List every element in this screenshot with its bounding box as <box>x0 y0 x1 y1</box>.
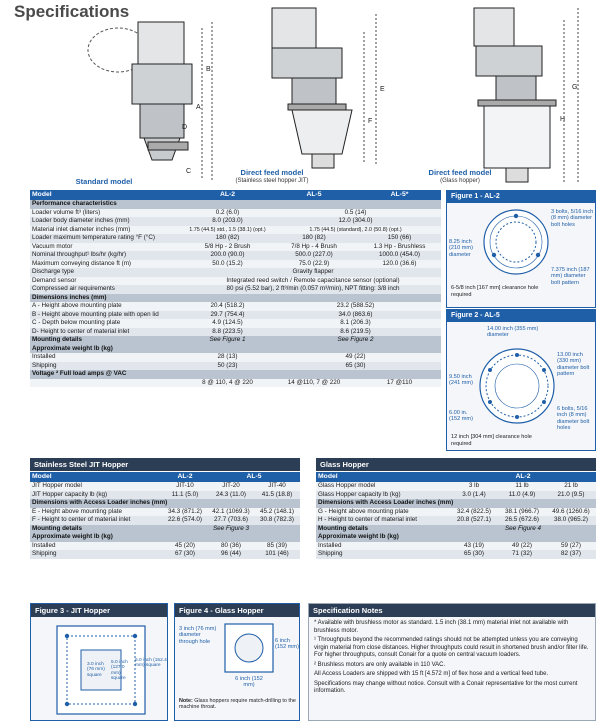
glass-weight-title: Approximate weight lb (kg) <box>316 533 596 542</box>
figure-1-bolts: 3 bolts, 5/16 inch (8 mm) diameter bolt holes <box>551 209 594 228</box>
cell: JIT-20 <box>208 482 254 491</box>
glass-hopper-title: Glass Hopper <box>316 458 596 471</box>
cell-al5: 500.0 (227.0) <box>270 251 358 260</box>
figure-4-title: Figure 4 - Glass Hopper <box>175 604 299 617</box>
table-row <box>316 516 596 525</box>
glass-hopper-table <box>316 472 596 559</box>
cell: 49 (22) <box>498 542 546 551</box>
row-label: E - Height above mounting plate <box>30 508 162 517</box>
row-label: Installed <box>316 542 450 551</box>
section-dimensions: Dimensions inches (mm) <box>30 294 441 303</box>
figure-4-right: 6 inch (152 mm) <box>275 638 299 651</box>
figure-1-title: Figure 1 - AL-2 <box>447 191 595 203</box>
figure-4-bottom: 6 inch (152 mm) <box>235 676 263 689</box>
row-label: Loader volume ft³ (liters) <box>30 209 185 218</box>
cell-al5: 34.0 (863.6) <box>270 311 441 320</box>
cell: JIT-10 <box>162 482 208 491</box>
table-row <box>30 542 300 551</box>
table-row <box>30 302 441 311</box>
figure-3-panel <box>30 603 168 721</box>
table-row <box>30 550 300 559</box>
jit-header-al2: AL-2 <box>162 472 208 482</box>
cell: 26.5 (672.6) <box>498 516 546 525</box>
figure-4-hole: 3 inch (76 mm) diameter through hole <box>179 626 217 645</box>
glass-mount-row <box>316 525 596 534</box>
cell-al2: 0.2 (6.0) <box>185 209 270 218</box>
figure-1-drawing <box>481 207 551 277</box>
cell-all: Integrated reed switch / Remote capacitance sensor (optional) <box>185 277 441 286</box>
table-row <box>30 260 441 269</box>
figure-2-top-dia: 14.00 inch (355 mm) diameter <box>487 326 539 339</box>
cell-al2: 8.8 (223.5) <box>185 328 270 337</box>
table-row <box>30 226 441 235</box>
figure-2-drawing <box>477 346 557 426</box>
row-label: Material inlet diameter inches (mm) <box>30 226 185 235</box>
table-row <box>30 508 300 517</box>
figure-1-pattern: 7.375 inch (187 mm) diameter bolt pattern <box>551 267 590 286</box>
table-row <box>30 217 441 226</box>
cell: 38.1 (966.7) <box>498 508 546 517</box>
page-title: Specifications <box>14 2 130 21</box>
cell: 82 (37) <box>546 550 596 559</box>
table-row <box>30 353 441 362</box>
figure-3-inner: 3.0 inch (76 mm) square <box>87 662 105 678</box>
cell-al5: 75.0 (22.9) <box>270 260 358 269</box>
section-voltage: Voltage ² Full load amps @ VAC <box>30 370 441 379</box>
cell-al2: 50.0 (15.2) <box>185 260 270 269</box>
cell-al5-star: 1.3 Hp - Brushless <box>358 243 441 252</box>
figure-1-panel <box>446 190 596 308</box>
row-label: G - Height above mounting plate <box>316 508 450 517</box>
cell: 38.0 (965.2) <box>546 516 596 525</box>
jit-dim-title: Dimensions with Access Loader inches (mm) <box>30 499 300 508</box>
row-label: Loader maximum temperature rating °F (°C) <box>30 234 185 243</box>
header-al5-star: AL-5* <box>358 190 441 200</box>
row-label <box>30 379 185 388</box>
figure-3-title: Figure 3 - JIT Hopper <box>31 604 167 617</box>
spec-note-4: All Access Loaders are shipped with 15 ft [4.572 m] of flex hose and a vertical feed tube. <box>314 671 549 677</box>
jit-mount-value: See Figure 3 <box>162 525 300 534</box>
row-label: Glass Hopper capacity lb (kg) <box>316 491 450 500</box>
table-row <box>30 362 441 371</box>
dim-label-F: F <box>368 118 373 125</box>
standard-loader-drawing <box>60 14 230 184</box>
spec-note-5: Specifications may change without notice. Consult with a Conair representative for the most current information. <box>314 680 578 694</box>
cell-al2: 1.75 (44.5) std., 1.5 (38.1) (opt.) <box>185 226 270 235</box>
cell: 11.1 (5.0) <box>162 491 208 500</box>
cell: JIT-40 <box>254 482 300 491</box>
table-row <box>30 268 441 277</box>
cell: 85 (39) <box>254 542 300 551</box>
table-row <box>30 319 441 328</box>
cell-al5: 65 (30) <box>270 362 441 371</box>
table-row <box>30 243 441 252</box>
figure-4-note-text: Glass hoppers require match-drilling to the machine throat. <box>179 698 296 711</box>
cell: 32.4 (822.5) <box>450 508 498 517</box>
glass-loader-drawing <box>452 4 600 188</box>
row-label: B - Height above mounting plate with open lid <box>30 311 185 320</box>
table-row <box>316 482 596 491</box>
figure-1-clearance: 6-5/8 inch [167 mm] clearance hole required <box>451 285 539 298</box>
jit-hopper-title: Stainless Steel JIT Hopper <box>30 458 300 471</box>
cell-al2: 8 @ 110, 4 @ 220 <box>185 379 270 388</box>
cell-al5: 8.6 (219.5) <box>270 328 441 337</box>
row-label: Demand sensor <box>30 277 185 286</box>
row-label: Maximum conveying distance ft (m) <box>30 260 185 269</box>
dim-label-E: E <box>380 86 385 93</box>
cell: 80 (36) <box>208 542 254 551</box>
cell: 27.7 (703.6) <box>208 516 254 525</box>
mount-al2: See Figure 1 <box>185 336 270 345</box>
cell: 67 (30) <box>162 550 208 559</box>
cell: 11.0 (4.9) <box>498 491 546 500</box>
figure-1-diameter: 8.25 inch (210 mm) diameter <box>449 239 473 258</box>
cell-al5: 0.5 (14) <box>270 209 441 218</box>
cell: 45 (20) <box>162 542 208 551</box>
cell-al2: 20.4 (518.2) <box>185 302 270 311</box>
cell: 11 lb <box>498 482 546 491</box>
row-label: Discharge type <box>30 268 185 277</box>
spec-note-1: * Available with brushless motor as standard. 1.5 inch (38.1 mm) material inlet not available with brushless motor. <box>314 620 569 634</box>
section-mounting: Mounting details <box>30 336 185 345</box>
row-label: Installed <box>30 353 185 362</box>
cell-al2: 200.0 (90.0) <box>185 251 270 260</box>
cell: 3.0 (1.4) <box>450 491 498 500</box>
cell: 45.2 (148.1) <box>254 508 300 517</box>
figure-2-panel <box>446 309 596 451</box>
jit-hopper-table <box>30 472 300 559</box>
direct-feed-jit-caption-sub: (Stainless steel hopper JIT) <box>235 178 309 184</box>
header-al2: AL-2 <box>185 190 270 200</box>
table-row <box>30 277 441 286</box>
table-row <box>30 482 300 491</box>
section-performance: Performance characteristics <box>30 200 441 209</box>
table-row <box>30 285 441 294</box>
table-row <box>316 542 596 551</box>
cell: 34.3 (871.2) <box>162 508 208 517</box>
cell-al5-star: 1000.0 (454.0) <box>358 251 441 260</box>
jit-loader-drawing <box>252 4 412 172</box>
header-model: Model <box>30 190 185 200</box>
cell-al5: 49 (22) <box>270 353 441 362</box>
cell: 101 (46) <box>254 550 300 559</box>
cell: 42.1 (1069.3) <box>208 508 254 517</box>
jit-header-al5: AL-5 <box>208 472 300 482</box>
table-row <box>30 209 441 218</box>
direct-feed-glass-caption-sub: (Glass hopper) <box>440 178 480 184</box>
cell: 65 (30) <box>450 550 498 559</box>
figure-2-clearance: 12 inch [304 mm] clearance hole required <box>451 434 532 447</box>
row-label: D- Height to center of material inlet <box>30 328 185 337</box>
cell: 22.6 (574.0) <box>162 516 208 525</box>
row-label: JIT Hopper capacity lb (kg) <box>30 491 162 500</box>
direct-feed-jit-caption-title: Direct feed model <box>240 168 304 177</box>
figure-2-right: 13.00 inch (330 mm) diameter bolt pattern <box>557 352 590 378</box>
table-row <box>30 516 300 525</box>
figure-2-left: 9.50 inch (241 mm) <box>449 374 473 387</box>
table-row <box>30 328 441 337</box>
spec-note-2: ¹ Throughputs beyond the recommended ratings should not be attempted unless you are conveying virgin material from close distances. Higher throughputs could result in shortened brush and/or filter life. For higher throughputs, consult Conair for a quote on central vacuum loaders. <box>314 637 589 658</box>
cell-al2: 29.7 (754.4) <box>185 311 270 320</box>
cell: 59 (27) <box>546 542 596 551</box>
dim-label-D: D <box>182 124 188 131</box>
cell: 43 (19) <box>450 542 498 551</box>
figure-4-drawing <box>223 622 275 674</box>
figure-4-note <box>179 698 297 711</box>
glass-header-al2: AL-2 <box>450 472 596 482</box>
figure-2-title: Figure 2 - AL-5 <box>447 310 595 322</box>
cell-al2: 28 (13) <box>185 353 270 362</box>
dim-label-A: A <box>196 104 201 111</box>
row-label: A - Height above mounting plate <box>30 302 185 311</box>
row-label: Shipping <box>30 550 162 559</box>
jit-mount-title: Mounting details <box>30 525 162 534</box>
table-row <box>30 379 441 388</box>
dim-label-H: H <box>560 116 566 123</box>
mounting-row <box>30 336 441 345</box>
glass-header-model: Model <box>316 472 450 482</box>
dim-label-G: G <box>572 84 578 91</box>
direct-feed-jit-caption <box>226 168 318 186</box>
cell-al5: 12.0 (304.0) <box>270 217 441 226</box>
table-row <box>316 508 596 517</box>
cell: 24.3 (11.0) <box>208 491 254 500</box>
row-label: JIT Hopper model <box>30 482 162 491</box>
cell-al2: 5/8 Hp - 2 Brush <box>185 243 270 252</box>
table-row <box>316 491 596 500</box>
table-row <box>30 251 441 260</box>
spec-note-3: ² Brushless motors are only available in 110 VAC. <box>314 661 446 668</box>
cell-al5: 1.75 (44.5) (standard), 2.0 (50.8) (opt.) <box>270 226 441 235</box>
jit-weight-title: Approximate weight lb (kg) <box>30 533 300 542</box>
cell: 49.6 (1260.6) <box>546 508 596 517</box>
cell-al5-star: 17 @110 <box>358 379 441 388</box>
table-row <box>30 311 441 320</box>
cell-all: 80 psi (5.52 bar), 2 ft³/min (0.057 m³/min), NPT fitting: 3/8 inch <box>185 285 441 294</box>
main-spec-table <box>30 190 441 387</box>
cell-al5: 14 @110, 7 @ 220 <box>270 379 358 388</box>
header-al5: AL-5 <box>270 190 358 200</box>
cell-al2: 8.0 (203.0) <box>185 217 270 226</box>
mount-al5: See Figure 2 <box>270 336 441 345</box>
direct-feed-glass-illustration <box>452 4 600 188</box>
row-label: F - Height to center of material inlet <box>30 516 162 525</box>
figure-3-outer: 6.0 inch (152.4 mm) square <box>135 658 167 669</box>
spec-notes-title: Specification Notes <box>309 604 595 617</box>
cell: 21.0 (9.5) <box>546 491 596 500</box>
row-label: Vacuum motor <box>30 243 185 252</box>
glass-dim-title: Dimensions with Access Loader inches (mm) <box>316 499 596 508</box>
dim-label-C: C <box>186 168 192 175</box>
table-row <box>316 550 596 559</box>
table-row <box>30 491 300 500</box>
figure-4-note-label: Note: <box>179 698 193 704</box>
row-label: Nominal throughput¹ lbs/hr (kg/hr) <box>30 251 185 260</box>
figure-3-mid: 5.0 inch (127.0 mm) square <box>111 660 128 682</box>
row-label: Installed <box>30 542 162 551</box>
cell-al5: 180 (82) <box>270 234 358 243</box>
direct-feed-glass-caption-title: Direct feed model <box>428 168 492 177</box>
cell: 30.8 (782.3) <box>254 516 300 525</box>
jit-mount-row <box>30 525 300 534</box>
dim-label-B: B <box>206 66 211 73</box>
glass-mount-title: Mounting details <box>316 525 450 534</box>
direct-feed-jit-illustration <box>252 4 412 172</box>
cell-al2: 180 (82) <box>185 234 270 243</box>
table-row <box>30 234 441 243</box>
cell: 20.8 (527.1) <box>450 516 498 525</box>
jit-header-model: Model <box>30 472 162 482</box>
glass-mount-value: See Figure 4 <box>450 525 596 534</box>
section-weight: Approximate weight lb (kg) <box>30 345 441 354</box>
cell: 21 lb <box>546 482 596 491</box>
spec-notes-panel <box>308 603 596 721</box>
cell-al5-star: 120.0 (36.6) <box>358 260 441 269</box>
row-label: Shipping <box>316 550 450 559</box>
row-label: Compressed air requirements <box>30 285 185 294</box>
row-label: Shipping <box>30 362 185 371</box>
cell-al2: 4.9 (124.5) <box>185 319 270 328</box>
cell-all: Gravity flapper <box>185 268 441 277</box>
row-label: Loader body diameter inches (mm) <box>30 217 185 226</box>
figure-2-bottom-left: 6.00 in. (152 mm) <box>449 410 473 423</box>
cell-al2: 50 (23) <box>185 362 270 371</box>
cell-al5: 8.1 (206.3) <box>270 319 441 328</box>
glass-header <box>316 472 596 482</box>
cell: 41.5 (18.8) <box>254 491 300 500</box>
cell-al5-star: 150 (66) <box>358 234 441 243</box>
row-label: C - Depth below mounting plate <box>30 319 185 328</box>
standard-model-caption: Standard model <box>75 177 133 186</box>
cell-al5: 7/8 Hp - 4 Brush <box>270 243 358 252</box>
cell-al5: 23.2 (588.52) <box>270 302 441 311</box>
direct-feed-glass-caption <box>420 168 500 186</box>
row-label: H - Height to center of material inlet <box>316 516 450 525</box>
main-table-header <box>30 190 441 200</box>
cell: 3 lb <box>450 482 498 491</box>
cell: 71 (32) <box>498 550 546 559</box>
figure-4-panel <box>174 603 300 721</box>
row-label: Glass Hopper model <box>316 482 450 491</box>
figure-2-bolts: 6 bolts, 5/16 inch (8 mm) diameter bolt holes <box>557 406 590 432</box>
cell: 96 (44) <box>208 550 254 559</box>
jit-header <box>30 472 300 482</box>
standard-model-illustration <box>60 14 230 184</box>
